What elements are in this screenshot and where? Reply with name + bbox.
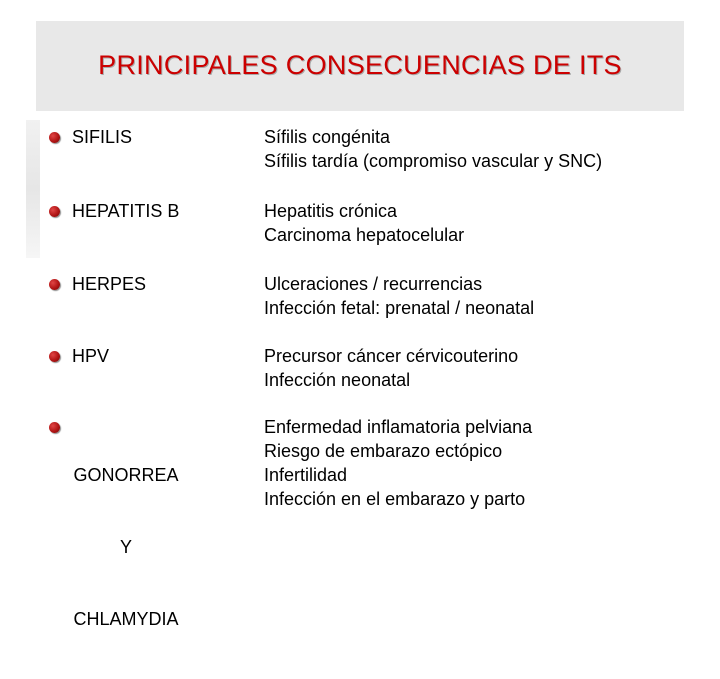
bullet-icon xyxy=(49,132,60,143)
consequence-item: Hepatitis crónica xyxy=(264,201,398,221)
bullet-icon xyxy=(49,279,60,290)
consequence-item: Infección neonatal xyxy=(264,370,411,390)
consequence-item: Precursor cáncer cérvicouterino xyxy=(264,346,519,366)
disease-label: HPV xyxy=(72,346,110,366)
consequence-item: Sífilis congénita xyxy=(264,127,391,147)
consequence-item: Infección en el embarazo y parto xyxy=(264,489,526,509)
consequence-item: Enfermedad inflamatoria pelviana xyxy=(264,417,533,437)
disease-label: HERPES xyxy=(72,274,147,294)
consequence-item: Ulceraciones / recurrencias xyxy=(264,274,483,294)
page-title: PRINCIPALES CONSECUENCIAS DE ITS xyxy=(98,49,622,80)
consequence-item: Infertilidad xyxy=(264,465,348,485)
consequences-list xyxy=(264,199,464,247)
consequence-item: Riesgo de embarazo ectópico xyxy=(264,441,503,461)
disease-label: HEPATITIS B xyxy=(72,201,180,221)
title-box xyxy=(36,21,684,111)
consequence-item: Infección fetal: prenatal / neonatal xyxy=(264,298,535,318)
consequences-list xyxy=(264,344,518,392)
consequence-item: Sífilis tardía (compromiso vascular y SNC) xyxy=(264,151,603,171)
disease-label-line: GONORREA xyxy=(73,465,179,485)
disease-label-line: CHLAMYDIA xyxy=(73,609,179,629)
bullet-icon xyxy=(49,351,60,362)
consequences-list xyxy=(264,415,532,511)
bullet-icon xyxy=(49,206,60,217)
consequences-list xyxy=(264,125,602,173)
consequences-list xyxy=(264,272,534,320)
disease-label: SIFILIS xyxy=(72,127,133,147)
consequence-item: Carcinoma hepatocelular xyxy=(264,225,465,245)
disease-label xyxy=(58,415,194,679)
decorative-left-bar xyxy=(26,120,40,258)
disease-label-line: Y xyxy=(119,537,132,557)
